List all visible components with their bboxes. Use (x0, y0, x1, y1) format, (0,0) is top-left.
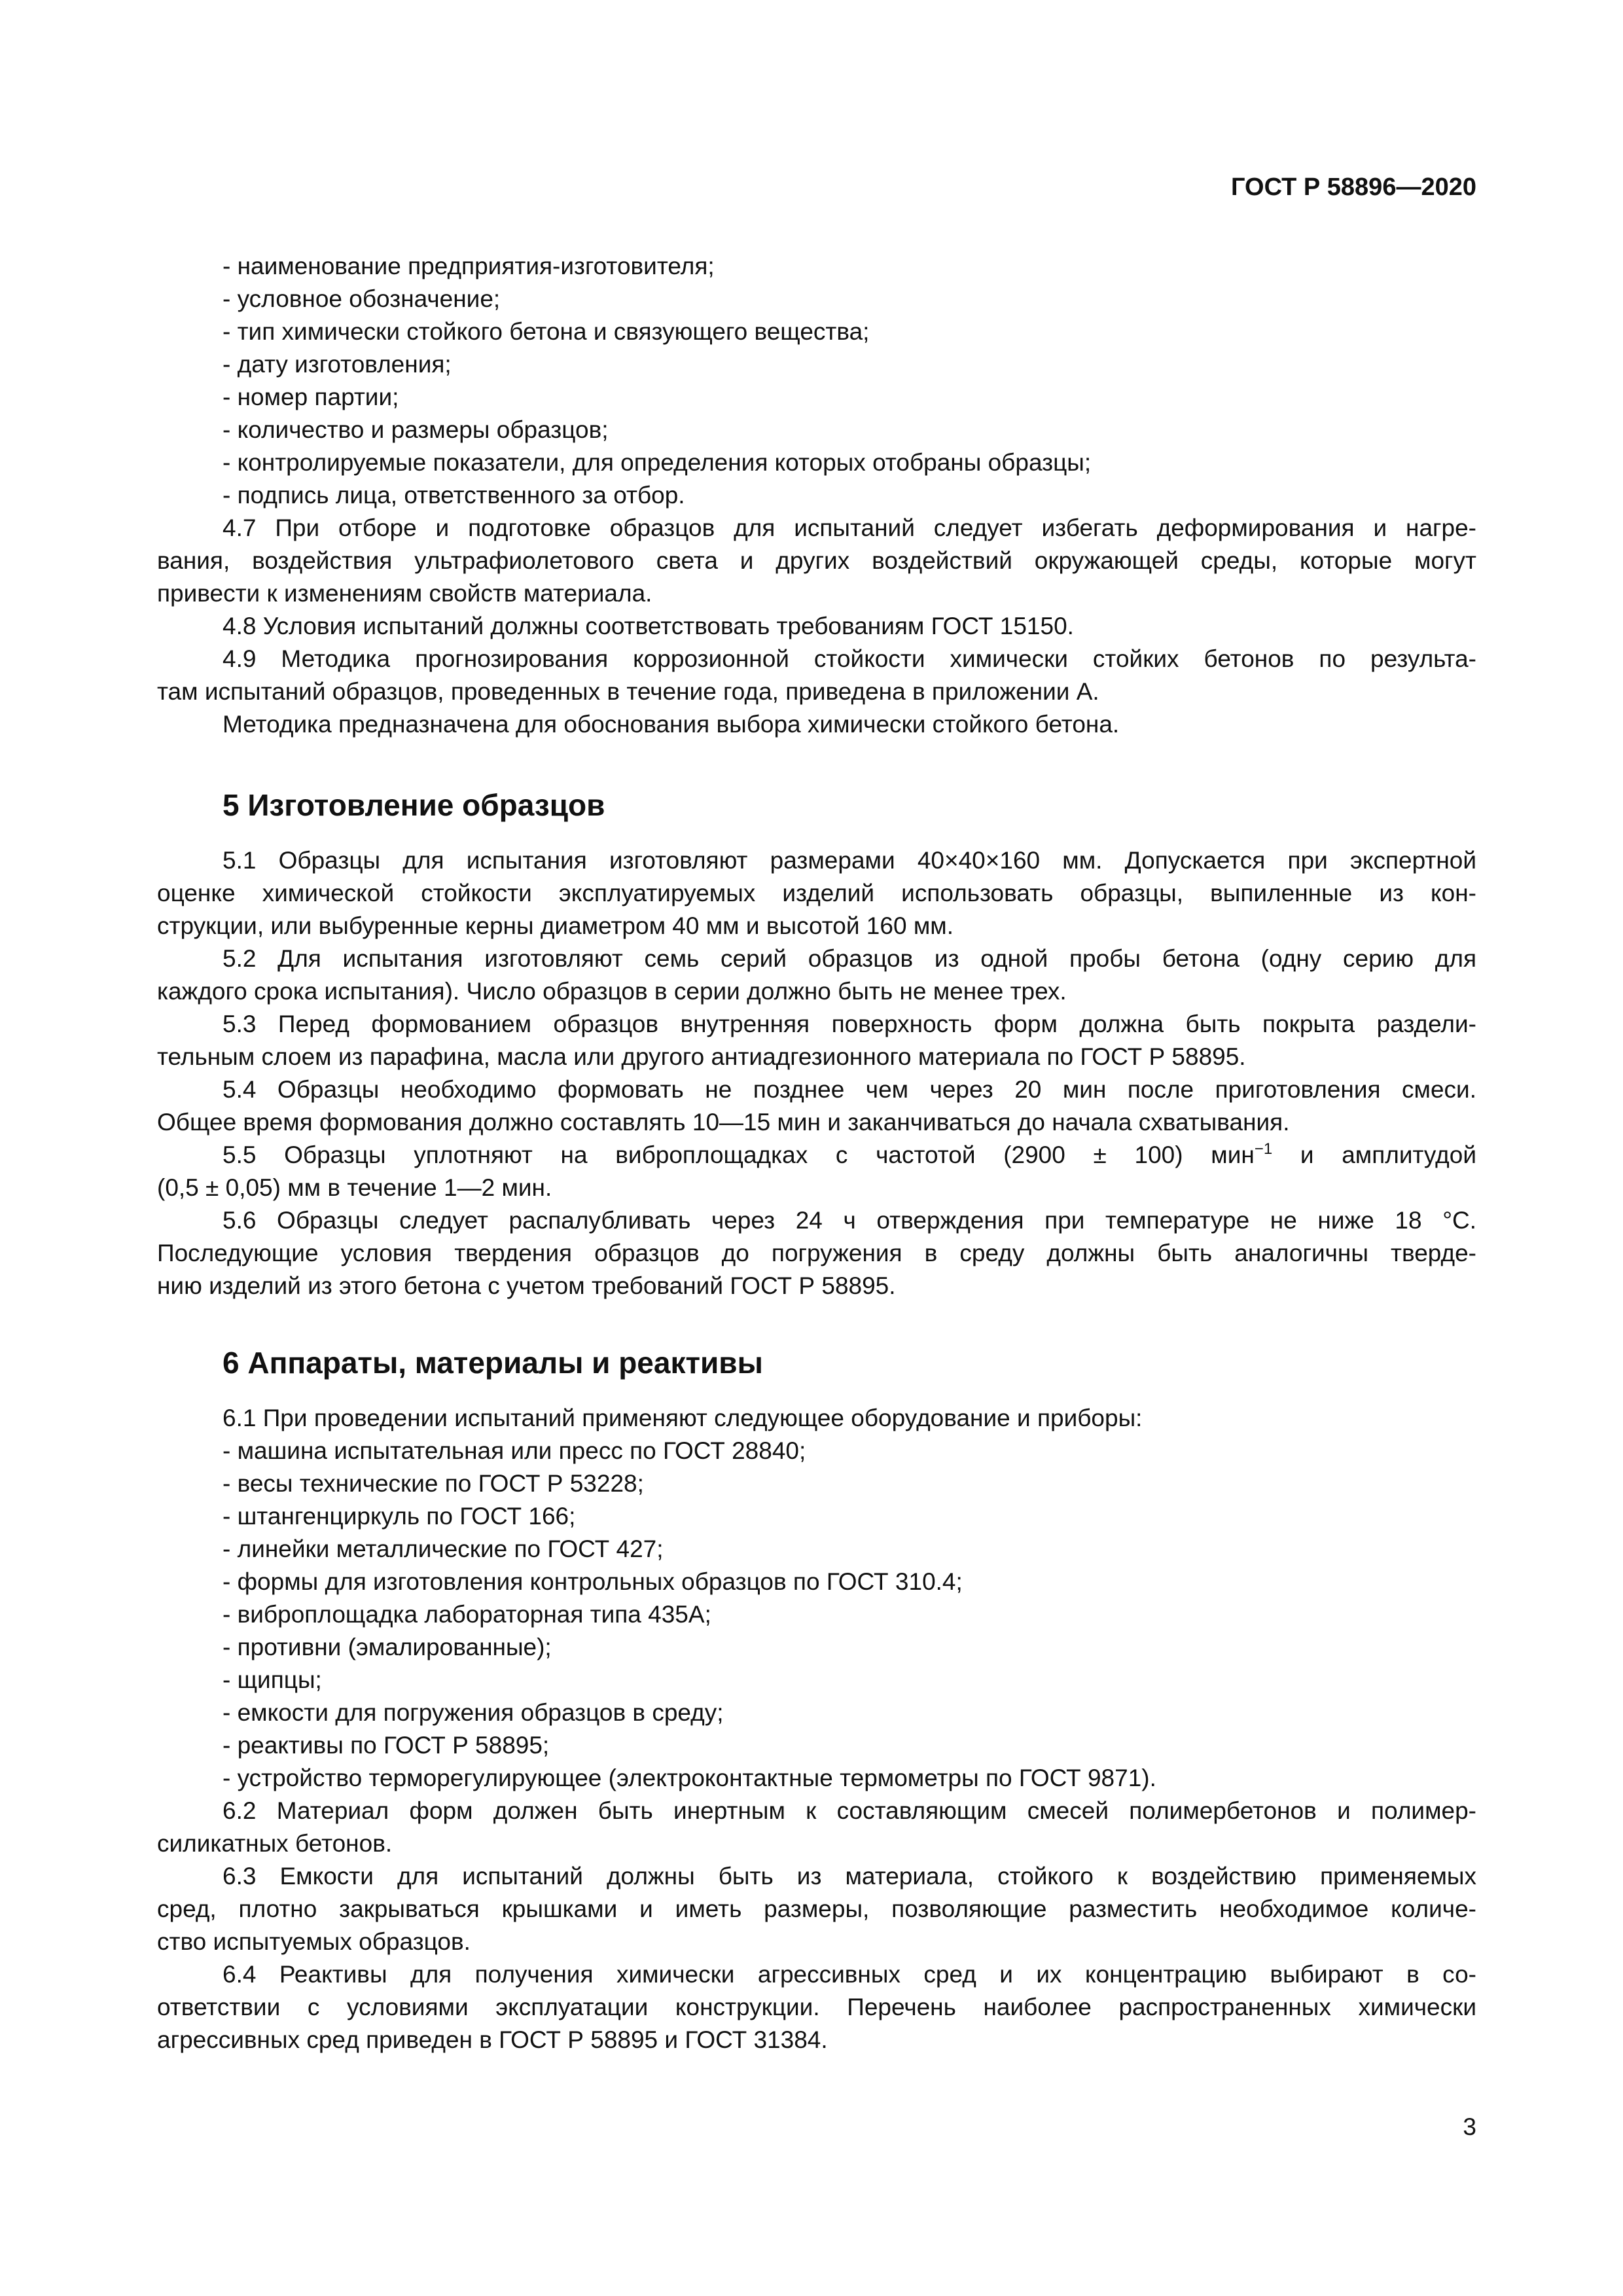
paragraph-5-5-text-end: и амплитудой (1272, 1141, 1476, 1168)
paragraph-5-4-line-2: Общее время формования должно составлять 10—15 мин и заканчиваться до начала схватывания. (157, 1109, 1290, 1136)
list-item: - емкости для погружения образцов в среду; (223, 1699, 724, 1726)
paragraph-4-9-line-2: там испытаний образцов, проведенных в течение года, приведена в приложении А. (157, 678, 1099, 705)
list-item: - виброплощадка лабораторная типа 435А; (223, 1601, 711, 1628)
paragraph-6-3-line-2: сред, плотно закрываться крышками и иметь размеры, позволяющие разместить необходимое количе- (157, 1895, 1476, 1922)
paragraph-6-3-line-1: 6.3 Емкости для испытаний должны быть из материала, стойкого к воздействию применяемых (223, 1863, 1476, 1890)
list-item: - тип химически стойкого бетона и связующего вещества; (223, 318, 870, 345)
paragraph-4-9-note: Методика предназначена для обоснования выбора химически стойкого бетона. (223, 711, 1120, 738)
paragraph-4-7-line-3: привести к изменениям свойств материала. (157, 580, 652, 607)
list-item: - линейки металлические по ГОСТ 427; (223, 1535, 664, 1562)
paragraph-6-4-line-2: ответствии с условиями эксплуатации конструкции. Перечень наиболее распространенных химически (157, 1994, 1476, 2020)
paragraph-6-4-line-3: агрессивных сред приведен в ГОСТ Р 58895 и ГОСТ 31384. (157, 2026, 828, 2053)
paragraph-5-2-line-2: каждого срока испытания). Число образцов в серии должно быть не менее трех. (157, 978, 1067, 1005)
paragraph-6-3-line-3: ство испытуемых образцов. (157, 1928, 471, 1955)
list-item: - весы технические по ГОСТ Р 53228; (223, 1470, 644, 1497)
paragraph-5-5-text: 5.5 Образцы уплотняют на виброплощадках с частотой (2900 ± 100) мин (223, 1141, 1255, 1168)
document-id-header: ГОСТ Р 58896—2020 (1231, 173, 1476, 201)
list-item: - условное обозначение; (223, 285, 501, 312)
paragraph-4-7-line-2: вания, воздействия ультрафиолетового света и других воздействий окружающей среды, которые могут (157, 547, 1476, 574)
list-item: - формы для изготовления контрольных образцов по ГОСТ 310.4; (223, 1568, 963, 1595)
list-item: - щипцы; (223, 1666, 322, 1693)
list-item: - реактивы по ГОСТ Р 58895; (223, 1732, 550, 1759)
frequency-exponent: −1 (1254, 1140, 1273, 1158)
paragraph-4-7-line-1: 4.7 При отборе и подготовке образцов для испытаний следует избегать деформирования и нагре- (223, 514, 1476, 541)
paragraph-6-4-line-1: 6.4 Реактивы для получения химически агрессивных сред и их концентрацию выбирают в со- (223, 1961, 1476, 1988)
paragraph-5-1-line-3: струкции, или выбуренные керны диаметром 40 мм и высотой 160 мм. (157, 912, 954, 939)
list-item: - наименование предприятия-изготовителя; (223, 253, 715, 279)
list-item: - контролируемые показатели, для определения которых отобраны образцы; (223, 449, 1092, 476)
list-item: - машина испытательная или пресс по ГОСТ 28840; (223, 1437, 806, 1464)
paragraph-6-2-line-1: 6.2 Материал форм должен быть инертным к составляющим смесей полимербетонов и полимер- (223, 1797, 1476, 1824)
paragraph-6-1: 6.1 При проведении испытаний применяют следующее оборудование и приборы: (223, 1405, 1143, 1431)
paragraph-6-2-line-2: силикатных бетонов. (157, 1830, 393, 1857)
section-5-body (157, 844, 1476, 1302)
paragraph-5-3-line-1: 5.3 Перед формованием образцов внутренняя поверхность форм должна быть покрыта раздели- (223, 1011, 1476, 1037)
paragraph-5-6-line-3: нию изделий из этого бетона с учетом требований ГОСТ Р 58895. (157, 1272, 896, 1299)
paragraph-5-2-line-1: 5.2 Для испытания изготовляют семь серий образцов из одной пробы бетона (одну серию для (223, 945, 1476, 972)
section-5-heading: 5 Изготовление образцов (223, 788, 605, 822)
list-item: - дату изготовления; (223, 351, 452, 378)
paragraph-5-6-line-2: Последующие условия твердения образцов до погружения в среду должны быть аналогичны тверде- (157, 1240, 1476, 1266)
paragraph-5-4-line-1: 5.4 Образцы необходимо формовать не позднее чем через 20 мин после приготовления смеси. (223, 1076, 1476, 1103)
paragraph-4-8: 4.8 Условия испытаний должны соответствовать требованиям ГОСТ 15150. (223, 613, 1074, 639)
section-6-heading: 6 Аппараты, материалы и реактивы (223, 1346, 763, 1380)
paragraph-5-1-line-1: 5.1 Образцы для испытания изготовляют размерами 40×40×160 мм. Допускается при экспертной (223, 847, 1476, 874)
paragraph-5-5-line-2: (0,5 ± 0,05) мм в течение 1—2 мин. (157, 1174, 552, 1201)
paragraph-5-3-line-2: тельным слоем из парафина, масла или другого антиадгезионного материала по ГОСТ Р 58895. (157, 1043, 1246, 1070)
list-item: - устройство терморегулирующее (электроконтактные термометры по ГОСТ 9871). (223, 1765, 1156, 1791)
section-6-body (157, 1402, 1476, 2056)
list-item: - противни (эмалированные); (223, 1634, 552, 1660)
list-item: - штангенциркуль по ГОСТ 166; (223, 1503, 576, 1530)
paragraph-5-5-line-1 (157, 1139, 1476, 1172)
list-item: - номер партии; (223, 384, 399, 410)
paragraph-5-6-line-1: 5.6 Образцы следует распалубливать через 24 ч отверждения при температуре не ниже 18 °С. (223, 1207, 1476, 1234)
page-number: 3 (1463, 2113, 1476, 2140)
requirements-list (157, 250, 1476, 741)
list-item: - подпись лица, ответственного за отбор. (223, 482, 685, 509)
list-item: - количество и размеры образцов; (223, 416, 609, 443)
paragraph-4-9-line-1: 4.9 Методика прогнозирования коррозионной стойкости химически стойких бетонов по результа- (223, 645, 1476, 672)
paragraph-5-1-line-2: оценке химической стойкости эксплуатируемых изделий использовать образцы, выпиленные из кон- (157, 880, 1476, 906)
